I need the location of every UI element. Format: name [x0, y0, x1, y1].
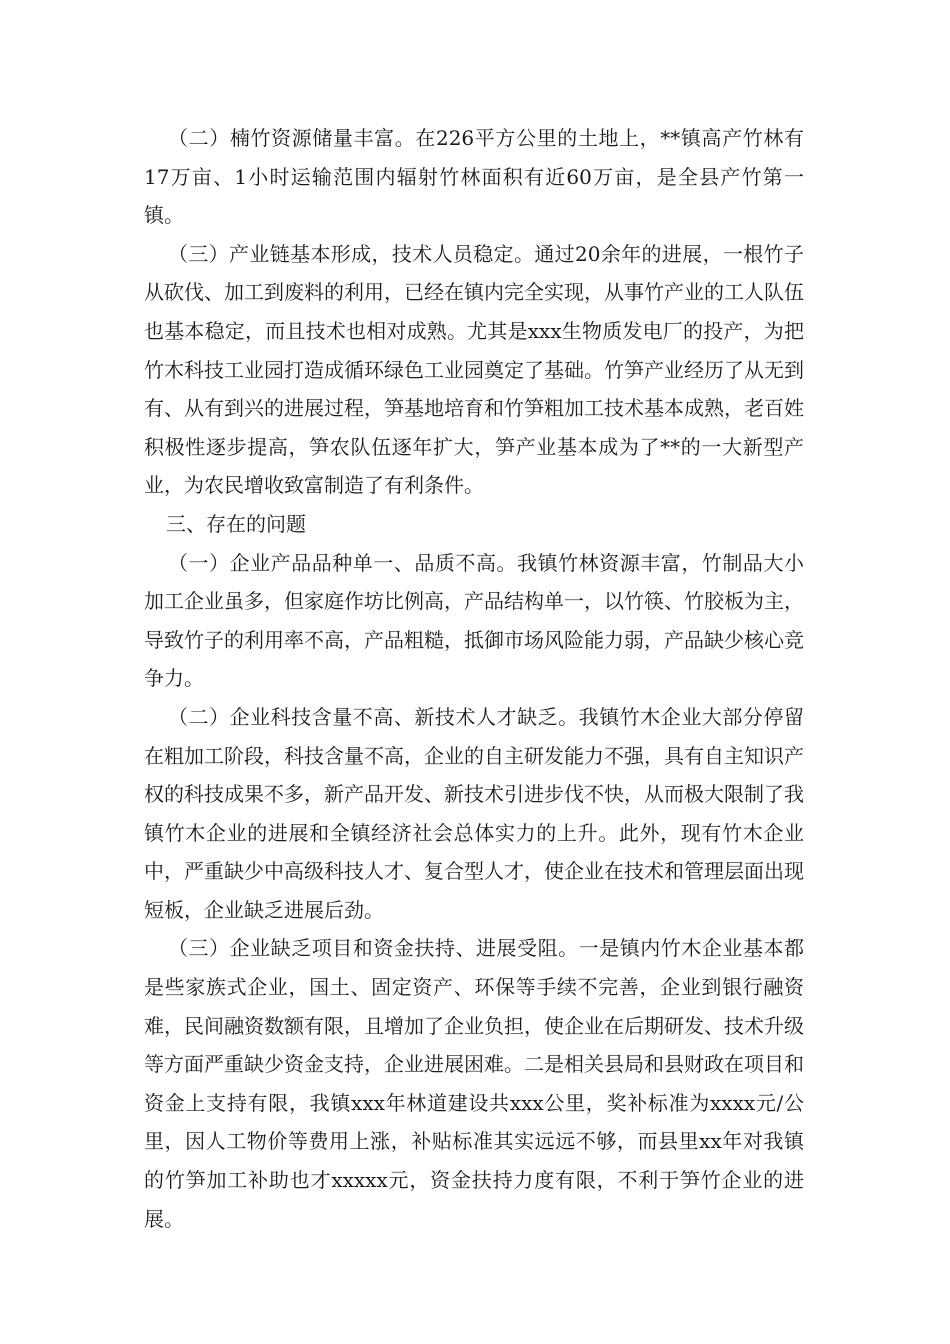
section-heading-problems: 三、存在的问题: [166, 511, 306, 536]
document-body: [144, 119, 804, 1238]
paragraph-problem-two: （二）企业科技含量不高、新技术人才缺乏。我镇竹木企业大部分停留在粗加工阶段，科技含量不高，企业的自主研发能力不强，具有自主知识产权的科技成果不多，新产品开发、新技术引进步伐不快，从而极大限制了我镇竹木企业的进展和全镇经济社会总体实力的上升。此外，现有竹木企业中，严重缺少中高级科技人才、复合型人才，使企业在技术和管理层面出现短板，企业缺乏进展后劲。: [144, 704, 804, 922]
paragraph-bamboo-resources: （二）楠竹资源储量丰富。在226平方公里的土地上，**镇高产竹林有17万亩、1小时运输范围内辐射竹林面积有近60万亩，是全县产竹第一镇。: [144, 126, 804, 228]
paragraph-industry-chain: （三）产业链基本形成，技术人员稳定。通过20余年的进展，一根竹子从砍伐、加工到废料的利用，已经在镇内完全实现，从事竹产业的工人队伍也基本稳定，而且技术也相对成熟。尤其是xxx生物质发电厂的投产，为把竹木科技工业园打造成循环绿色工业园奠定了基础。竹笋产业经历了从无到有、从有到兴的进展过程，笋基地培育和竹笋粗加工技术基本成熟，老百姓积极性逐步提高，笋农队伍逐年扩大，笋产业基本成为了**的一大新型产业，为农民增收致富制造了有利条件。: [144, 241, 804, 498]
paragraph-problem-one: （一）企业产品品种单一、品质不高。我镇竹林资源丰富，竹制品大小加工企业虽多，但家庭作坊比例高，产品结构单一，以竹筷、竹胶板为主，导致竹子的利用率不高，产品粗糙，抵御市场风险能力弱，产品缺少核心竞争力。: [144, 550, 804, 691]
paragraph-problem-three: （三）企业缺乏项目和资金扶持、进展受阻。一是镇内竹木企业基本都是些家族式企业，国土、固定资产、环保等手续不完善，企业到银行融资难，民间融资数额有限，且增加了企业负担，使企业在后期研发、技术升级等方面严重缺少资金支持，企业进展困难。二是相关县局和县财政在项目和资金上支持有限，我镇xxx年林道建设共xxx公里，奖补标准为xxxx元/公里，因人工物价等费用上涨，补贴标准其实远远不够，而县里xx年对我镇的竹笋加工补助也才xxxxx元，资金扶持力度有限，不利于笋竹企业的进展。: [144, 936, 804, 1231]
